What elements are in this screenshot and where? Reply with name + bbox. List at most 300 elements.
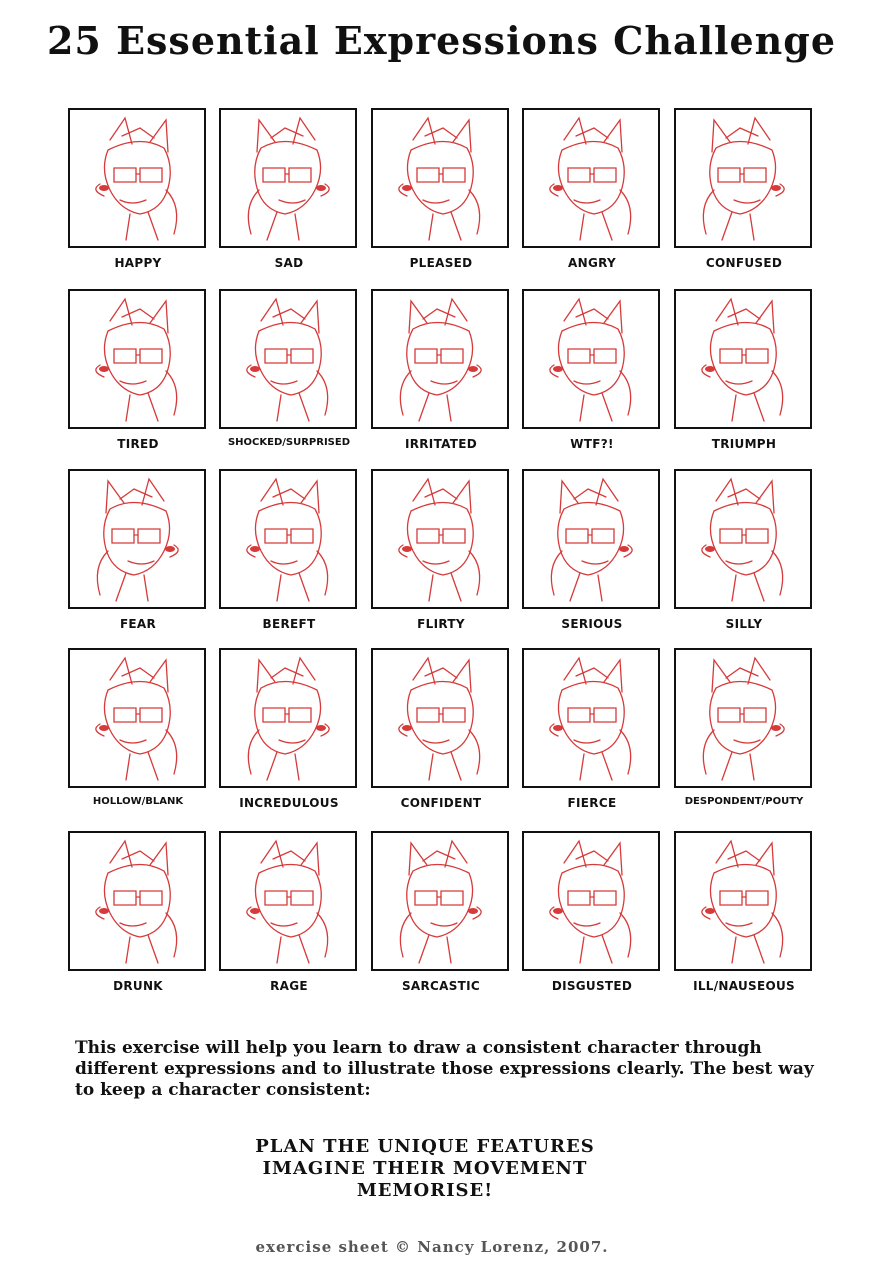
sketch-stroke	[620, 190, 631, 234]
expression-label: RAGE	[270, 979, 308, 993]
sketch-stroke	[429, 754, 433, 780]
expression-cell	[68, 469, 208, 631]
sketch-stroke	[748, 118, 770, 144]
sketch-stroke	[120, 923, 146, 926]
sketch-frame	[522, 469, 660, 609]
sketch-stroke	[574, 381, 600, 384]
sketch-stroke	[400, 371, 411, 415]
sketch-stroke	[568, 349, 590, 363]
sketch-stroke	[261, 299, 283, 325]
sketch-stroke	[277, 937, 281, 963]
sketch-stroke	[602, 393, 612, 421]
nose-mark	[705, 546, 715, 552]
expression-label: ANGRY	[568, 256, 616, 270]
sketch-stroke	[116, 573, 126, 601]
character-sketch	[373, 833, 507, 969]
sketch-frame	[522, 108, 660, 248]
sketch-stroke	[453, 660, 471, 692]
sketch-stroke	[754, 393, 764, 421]
expression-cell	[522, 831, 662, 993]
sketch-stroke	[580, 214, 584, 240]
sketch-stroke	[594, 168, 616, 182]
sketch-stroke	[604, 120, 622, 152]
sketch-stroke	[110, 841, 132, 867]
nose-mark	[402, 725, 412, 731]
sketch-stroke	[126, 214, 130, 240]
sketch-stroke	[576, 309, 608, 319]
sketch-stroke	[728, 851, 760, 861]
character-sketch	[676, 650, 810, 786]
sketch-stroke	[166, 371, 177, 415]
sketch-frame	[371, 289, 509, 429]
expression-label: CONFUSED	[705, 256, 783, 270]
expression-label: FLIRTY	[417, 617, 465, 631]
sketch-stroke	[754, 935, 764, 963]
sketch-stroke	[122, 128, 154, 138]
sketch-stroke	[277, 575, 281, 601]
sketch-stroke	[271, 381, 297, 384]
sketch-stroke	[265, 529, 287, 543]
sketch-stroke	[716, 299, 738, 325]
expression-cell	[219, 289, 359, 448]
sketch-stroke	[425, 668, 457, 678]
sketch-stroke	[148, 393, 158, 421]
sketch-stroke	[126, 937, 130, 963]
expression-cell	[674, 289, 814, 451]
sketch-stroke	[112, 529, 134, 543]
expression-label: INCREDULOUS	[239, 796, 339, 810]
sketch-stroke	[267, 212, 277, 240]
sketch-stroke	[431, 923, 457, 926]
nose-mark	[553, 366, 563, 372]
sketch-stroke	[110, 299, 132, 325]
sketch-stroke	[273, 309, 305, 319]
expression-cell	[522, 108, 662, 270]
sketch-stroke	[772, 371, 783, 415]
sketch-stroke	[592, 529, 614, 543]
sketch-stroke	[122, 309, 154, 319]
sketch-stroke	[574, 489, 606, 499]
sketch-stroke	[144, 575, 148, 601]
sketch-stroke	[746, 891, 768, 905]
nose-mark	[165, 546, 175, 552]
character-sketch	[676, 291, 810, 427]
sketch-frame	[371, 831, 509, 971]
sketch-stroke	[746, 349, 768, 363]
sketch-stroke	[166, 913, 177, 957]
nose-mark	[99, 185, 109, 191]
expression-label: DRUNK	[113, 979, 163, 993]
sketch-stroke	[732, 937, 736, 963]
sketch-stroke	[720, 891, 742, 905]
expression-cell	[68, 648, 208, 807]
sketch-frame	[674, 648, 812, 788]
sketch-stroke	[429, 214, 433, 240]
nose-mark	[250, 546, 260, 552]
expression-cell	[371, 108, 511, 270]
sketch-stroke	[746, 529, 768, 543]
sketch-stroke	[576, 668, 608, 678]
sketch-stroke	[451, 752, 461, 780]
sketch-frame	[219, 831, 357, 971]
sketch-stroke	[469, 190, 480, 234]
sketch-stroke	[413, 118, 435, 144]
sketch-stroke	[576, 851, 608, 861]
sketch-stroke	[423, 309, 455, 319]
sketch-stroke	[582, 561, 608, 564]
sketch-stroke	[722, 212, 732, 240]
sketch-stroke	[431, 381, 457, 384]
character-sketch	[373, 471, 507, 607]
sketch-stroke	[150, 120, 168, 152]
nose-mark	[705, 908, 715, 914]
sketch-stroke	[726, 561, 752, 564]
sketch-stroke	[142, 479, 164, 505]
sketch-stroke	[716, 841, 738, 867]
sketch-stroke	[604, 843, 622, 875]
sketch-stroke	[703, 730, 714, 774]
sketch-stroke	[150, 301, 168, 333]
sketch-stroke	[289, 168, 311, 182]
sketch-stroke	[419, 393, 429, 421]
sketch-stroke	[423, 851, 455, 861]
sketch-stroke	[564, 299, 586, 325]
expression-cell	[219, 831, 359, 993]
sketch-stroke	[150, 660, 168, 692]
sketch-frame	[219, 108, 357, 248]
credit-line: exercise sheet © Nancy Lorenz, 2007.	[255, 1238, 609, 1256]
sketch-stroke	[138, 529, 160, 543]
sketch-stroke	[566, 529, 588, 543]
sketch-stroke	[469, 551, 480, 595]
expression-label: ILL/NAUSEOUS	[693, 979, 795, 993]
expression-label: SAD	[274, 256, 304, 270]
expression-cell	[674, 469, 814, 631]
sketch-stroke	[409, 301, 427, 333]
sketch-stroke	[425, 128, 457, 138]
sketch-stroke	[772, 551, 783, 595]
sketch-frame	[219, 289, 357, 429]
exercise-description: This exercise will help you learn to draw a consistent character through different expressions and to illustrate those expressions clearly. The best way to keep a character consistent:	[75, 1038, 814, 1100]
sketch-stroke	[716, 479, 738, 505]
sketch-stroke	[726, 381, 752, 384]
sketch-stroke	[148, 752, 158, 780]
expression-label: SARCASTIC	[401, 979, 481, 993]
sketch-stroke	[728, 309, 760, 319]
sketch-stroke	[726, 668, 758, 678]
sketch-stroke	[423, 200, 449, 203]
sketch-stroke	[423, 561, 449, 564]
sketch-stroke	[580, 395, 584, 421]
character-sketch	[221, 650, 355, 786]
sketch-stroke	[620, 730, 631, 774]
step-item: PLAN THE UNIQUE FEATURES	[255, 1136, 595, 1157]
nose-mark	[99, 908, 109, 914]
expression-cell	[674, 108, 814, 270]
sketch-stroke	[110, 658, 132, 684]
character-sketch	[524, 650, 658, 786]
sketch-stroke	[447, 395, 451, 421]
sketch-stroke	[265, 891, 287, 905]
sketch-stroke	[568, 891, 590, 905]
sketch-stroke	[273, 489, 305, 499]
sketch-frame	[674, 831, 812, 971]
expression-cell	[371, 648, 511, 810]
character-sketch	[70, 650, 204, 786]
sketch-stroke	[150, 843, 168, 875]
expression-label: FEAR	[119, 617, 157, 631]
sketch-stroke	[140, 349, 162, 363]
sketch-stroke	[441, 349, 463, 363]
expression-label: WTF?!	[570, 437, 614, 451]
sketch-stroke	[620, 913, 631, 957]
sketch-stroke	[415, 349, 437, 363]
sketch-stroke	[140, 708, 162, 722]
sketch-stroke	[267, 752, 277, 780]
sketch-stroke	[126, 395, 130, 421]
sketch-stroke	[580, 937, 584, 963]
sketch-stroke	[415, 891, 437, 905]
sketch-stroke	[732, 395, 736, 421]
sketch-stroke	[574, 740, 600, 743]
sketch-stroke	[441, 891, 463, 905]
sketch-stroke	[720, 529, 742, 543]
sketch-stroke	[271, 668, 303, 678]
sketch-stroke	[568, 168, 590, 182]
sketch-stroke	[248, 730, 259, 774]
sketch-stroke	[291, 349, 313, 363]
sketch-stroke	[604, 301, 622, 333]
sketch-frame	[68, 469, 206, 609]
character-sketch	[70, 110, 204, 246]
sketch-stroke	[120, 200, 146, 203]
sketch-stroke	[120, 489, 152, 499]
sketch-stroke	[317, 913, 328, 957]
sketch-stroke	[413, 658, 435, 684]
sketch-stroke	[271, 128, 303, 138]
sketch-stroke	[148, 212, 158, 240]
sketch-stroke	[114, 708, 136, 722]
sketch-stroke	[718, 168, 740, 182]
expression-label: SHOCKED/SURPRISED	[227, 437, 351, 448]
sketch-stroke	[576, 128, 608, 138]
sketch-stroke	[400, 913, 411, 957]
expression-cell	[522, 469, 662, 631]
character-sketch	[524, 471, 658, 607]
sketch-stroke	[295, 214, 299, 240]
nose-mark	[705, 366, 715, 372]
expression-cell	[219, 648, 359, 810]
sketch-stroke	[451, 573, 461, 601]
sketch-frame	[371, 108, 509, 248]
sketch-stroke	[570, 573, 580, 601]
nose-mark	[468, 908, 478, 914]
sketch-stroke	[291, 891, 313, 905]
sketch-stroke	[443, 708, 465, 722]
sketch-stroke	[451, 212, 461, 240]
sketch-frame	[522, 831, 660, 971]
character-sketch	[524, 291, 658, 427]
sketch-stroke	[748, 658, 770, 684]
sketch-stroke	[122, 668, 154, 678]
sketch-stroke	[277, 395, 281, 421]
sketch-stroke	[718, 708, 740, 722]
character-sketch	[221, 110, 355, 246]
expression-cell	[371, 831, 511, 993]
sketch-stroke	[261, 841, 283, 867]
expression-label: HAPPY	[114, 256, 162, 270]
sketch-stroke	[594, 891, 616, 905]
sketch-stroke	[299, 393, 309, 421]
expression-cell	[674, 831, 814, 993]
sketch-stroke	[580, 754, 584, 780]
expression-cell	[674, 648, 814, 807]
sketch-stroke	[594, 708, 616, 722]
sketch-stroke	[602, 212, 612, 240]
sketch-stroke	[722, 752, 732, 780]
character-sketch	[373, 110, 507, 246]
sketch-stroke	[734, 200, 760, 203]
sketch-stroke	[726, 923, 752, 926]
sketch-stroke	[248, 190, 259, 234]
sketch-stroke	[166, 190, 177, 234]
sketch-stroke	[271, 561, 297, 564]
expression-cell	[522, 648, 662, 810]
character-sketch	[373, 650, 507, 786]
sketch-stroke	[453, 481, 471, 513]
sketch-stroke	[551, 551, 562, 595]
expression-label: SERIOUS	[561, 617, 623, 631]
expression-label: TRIUMPH	[711, 437, 777, 451]
sketch-stroke	[293, 658, 315, 684]
nose-mark	[553, 185, 563, 191]
sketch-stroke	[291, 529, 313, 543]
character-sketch	[373, 291, 507, 427]
steps-list	[0, 1136, 850, 1202]
sketch-stroke	[429, 575, 433, 601]
expression-label: SILLY	[725, 617, 763, 631]
nose-mark	[468, 366, 478, 372]
sketch-stroke	[106, 481, 124, 513]
page-title: 25 Essential Expressions Challenge	[46, 18, 837, 63]
sketch-frame	[674, 289, 812, 429]
sketch-stroke	[596, 479, 618, 505]
sketch-stroke	[564, 658, 586, 684]
sketch-stroke	[148, 935, 158, 963]
sketch-stroke	[453, 120, 471, 152]
sketch-stroke	[419, 935, 429, 963]
nose-mark	[99, 725, 109, 731]
sketch-stroke	[574, 923, 600, 926]
sketch-stroke	[299, 573, 309, 601]
expression-cell	[68, 831, 208, 993]
nose-mark	[553, 908, 563, 914]
sketch-stroke	[265, 349, 287, 363]
sketch-stroke	[271, 923, 297, 926]
nose-mark	[316, 185, 326, 191]
character-sketch	[70, 291, 204, 427]
sketch-frame	[68, 648, 206, 788]
character-sketch	[676, 471, 810, 607]
nose-mark	[250, 908, 260, 914]
sketch-frame	[674, 469, 812, 609]
sketch-stroke	[417, 708, 439, 722]
sketch-stroke	[756, 301, 774, 333]
sketch-stroke	[279, 200, 305, 203]
character-sketch	[70, 471, 204, 607]
character-sketch	[221, 291, 355, 427]
sketch-frame	[219, 648, 357, 788]
sketch-stroke	[122, 851, 154, 861]
sketch-stroke	[568, 708, 590, 722]
expression-cell	[522, 289, 662, 451]
sketch-stroke	[317, 551, 328, 595]
sketch-stroke	[140, 168, 162, 182]
sketch-stroke	[445, 841, 467, 867]
sketch-frame	[371, 469, 509, 609]
sketch-stroke	[703, 190, 714, 234]
sketch-stroke	[750, 214, 754, 240]
sketch-stroke	[263, 708, 285, 722]
sketch-stroke	[728, 489, 760, 499]
sketch-stroke	[712, 660, 730, 692]
expression-cell	[68, 289, 208, 451]
sketch-stroke	[114, 891, 136, 905]
sketch-stroke	[417, 529, 439, 543]
sketch-stroke	[293, 118, 315, 144]
expression-label: BEREFT	[262, 617, 316, 631]
sketch-stroke	[126, 754, 130, 780]
sketch-stroke	[257, 120, 275, 152]
nose-mark	[402, 546, 412, 552]
nose-mark	[99, 366, 109, 372]
sketch-stroke	[128, 561, 154, 564]
sketch-stroke	[140, 891, 162, 905]
sketch-stroke	[744, 168, 766, 182]
sketch-stroke	[443, 168, 465, 182]
sketch-frame	[371, 648, 509, 788]
nose-mark	[771, 725, 781, 731]
sketch-frame	[68, 108, 206, 248]
sketch-stroke	[772, 913, 783, 957]
expression-label: HOLLOW/BLANK	[92, 796, 184, 807]
step-item: IMAGINE THEIR MOVEMENT	[262, 1158, 588, 1179]
sketch-frame	[68, 289, 206, 429]
sketch-stroke	[732, 575, 736, 601]
expression-label: TIRED	[117, 437, 159, 451]
sketch-stroke	[756, 843, 774, 875]
sketch-stroke	[120, 381, 146, 384]
nose-mark	[619, 546, 629, 552]
step-item: MEMORISE!	[356, 1180, 494, 1201]
expression-label: DESPONDENT/POUTY	[684, 796, 804, 807]
character-sketch	[676, 833, 810, 969]
sketch-stroke	[720, 349, 742, 363]
sketch-stroke	[574, 200, 600, 203]
expression-cell	[68, 108, 208, 270]
sketch-stroke	[317, 371, 328, 415]
character-sketch	[524, 833, 658, 969]
sketch-stroke	[295, 754, 299, 780]
sketch-stroke	[166, 730, 177, 774]
sketch-stroke	[114, 168, 136, 182]
expression-cell	[371, 289, 511, 451]
sketch-stroke	[445, 299, 467, 325]
sketch-stroke	[602, 935, 612, 963]
sketch-frame	[522, 648, 660, 788]
sketch-stroke	[744, 708, 766, 722]
sketch-stroke	[413, 479, 435, 505]
